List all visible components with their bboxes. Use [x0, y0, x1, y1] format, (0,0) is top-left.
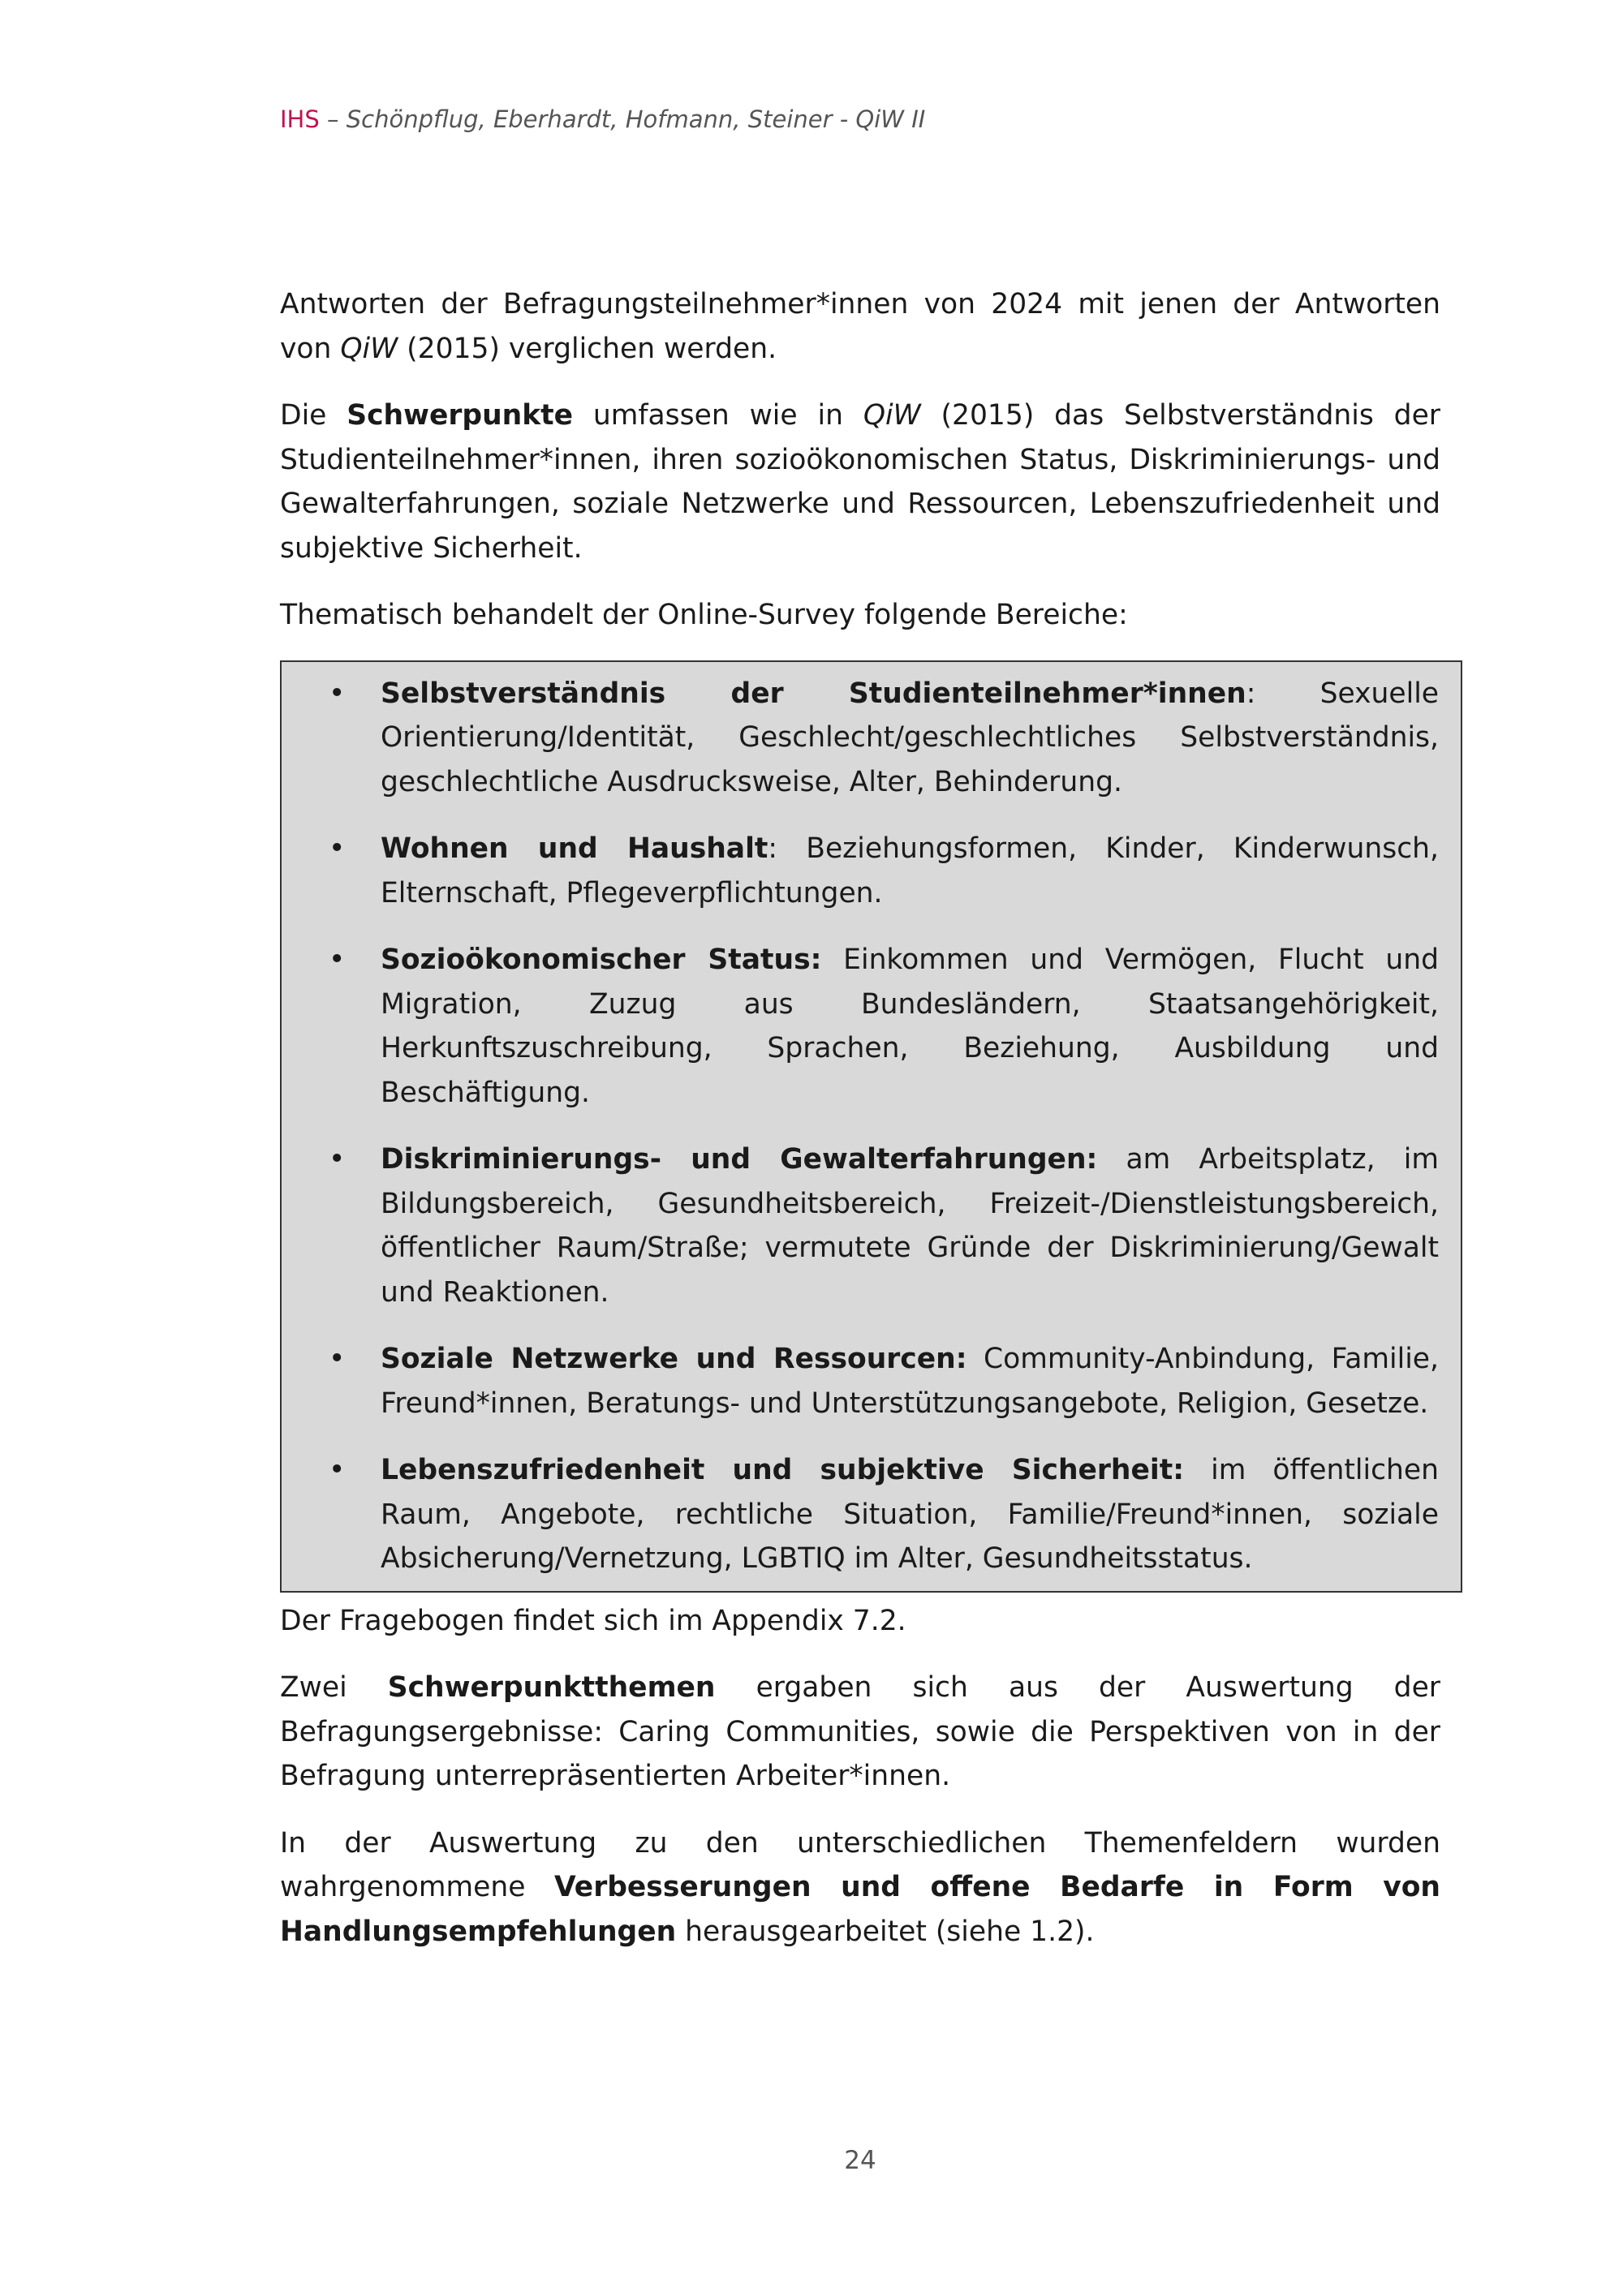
paragraph-3: Thematisch behandelt der Online-Survey folgende Bereiche: — [280, 599, 1128, 631]
header-authors: Schönpflug, Eberhardt, Hofmann, Steiner - QiW II — [346, 105, 926, 133]
list-item: • Selbstverständnis der Studienteilnehmer*innen: Sexuelle Orientierung/Identität, Geschlecht/geschlechtliches Selbstverständnis, geschlechtliche Ausdrucksweise, Alter, Behinderung. — [282, 672, 1439, 805]
paragraph-6: In der Auswertung zu den unterschiedlichen Themenfeldern wurden wahrgenommene Verbesserungen und offene Bedarfe in Form von Handlungsempfehlungen herausgearbeitet (siehe 1.2). — [280, 1826, 1440, 1948]
bullet-icon: • — [329, 1343, 346, 1375]
header-separator: – — [319, 105, 347, 133]
bullet-icon: • — [329, 1143, 346, 1176]
bullet-icon: • — [329, 832, 346, 865]
list-item: • Sozioökonomischer Status: Einkommen und Vermögen, Flucht und Migration, Zuzug aus Bundesländern, Staatsangehörigkeit, Herkunftszuschreibung, Sprachen, Beziehung, Ausbildung und Beschäftigung. — [282, 938, 1439, 1115]
header-org: IHS — [280, 105, 320, 133]
list-item: • Wohnen und Haushalt: Beziehungsformen, Kinder, Kinderwunsch, Elternschaft, Pflegeverpflichtungen. — [282, 827, 1439, 915]
paragraph-2: Die Schwerpunkte umfassen wie in QiW (2015) das Selbstverständnis der Studienteilnehmer*innen, ihren sozioökonomischen Status, Diskriminierungs- und Gewalterfahrungen, soziale Netzwerke und Ressourcen, Lebenszufriedenheit und subjektive Sicherheit. — [280, 399, 1440, 565]
topics-list — [282, 672, 1439, 1581]
bullet-icon: • — [329, 677, 346, 710]
list-item: • Lebenszufriedenheit und subjektive Sicherheit: im öffentlichen Raum, Angebote, rechtliche Situation, Familie/Freund*innen, soziale Absicherung/Vernetzung, LGBTIQ im Alter, Gesundheitsstatus. — [282, 1448, 1439, 1581]
paragraph-4: Der Fragebogen findet sich im Appendix 7.2. — [280, 1604, 906, 1637]
bullet-icon: • — [329, 944, 346, 976]
page-number: 24 — [844, 2146, 876, 2175]
paragraph-1: Antworten der Befragungsteilnehmer*innen von 2024 mit jenen der Antworten von QiW (2015) verglichen werden. — [280, 288, 1440, 365]
topics-box — [280, 660, 1462, 1593]
paragraph-5: Zwei Schwerpunktthemen ergaben sich aus der Auswertung der Befragungsergebnisse: Caring Communities, sowie die Perspektiven von in der Befragung unterrepräsentierten Arbeiter*innen. — [280, 1671, 1440, 1792]
page-body — [280, 282, 1440, 1976]
list-item: • Soziale Netzwerke und Ressourcen: Community-Anbindung, Familie, Freund*innen, Beratungs- und Unterstützungsangebote, Religion, Gesetze. — [282, 1337, 1439, 1425]
running-header — [280, 105, 925, 133]
bullet-icon: • — [329, 1454, 346, 1486]
list-item: • Diskriminierungs- und Gewalterfahrungen: am Arbeitsplatz, im Bildungsbereich, Gesundheitsbereich, Freizeit-/Dienstleistungsbereich, öffentlicher Raum/Straße; vermutete Gründe der Diskriminierung/Gewalt und Reaktionen. — [282, 1137, 1439, 1314]
